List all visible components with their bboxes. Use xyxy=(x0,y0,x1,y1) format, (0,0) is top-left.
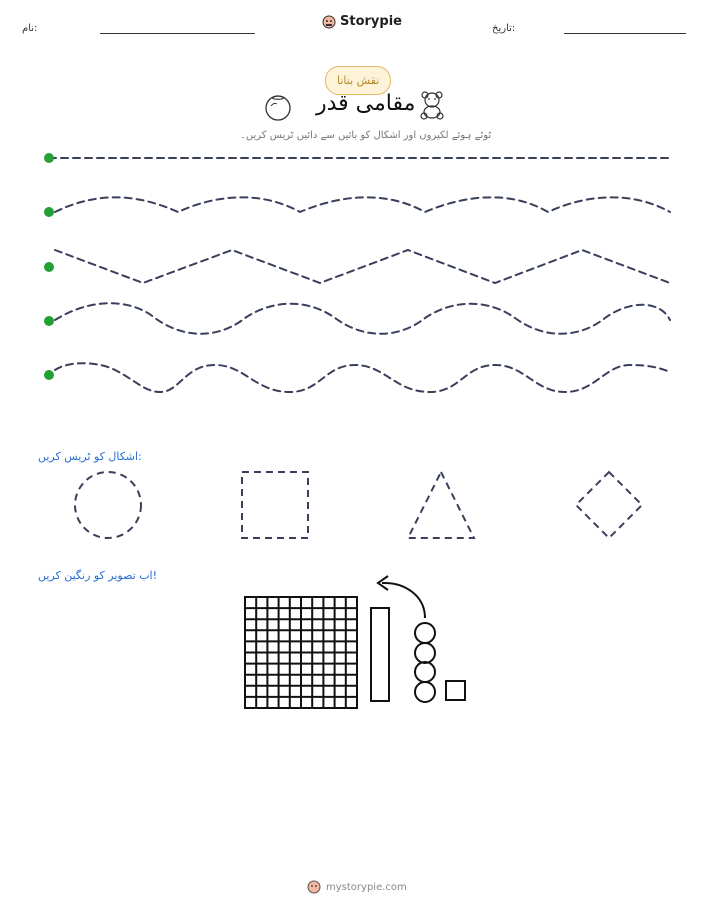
color-heading: اب تصویر کو رنگین کریں! xyxy=(38,569,158,582)
ones-circle-3 xyxy=(415,662,435,682)
page-title: مقامی قدر xyxy=(316,91,416,116)
ones-circle-4 xyxy=(415,682,435,702)
shapes-heading: اشکال کو ٹریس کریں: xyxy=(38,450,142,463)
instructions: ٹوٹے ہوئے لکیروں اور اشکال کو بائیں سے دائیں ٹریس کریں۔ xyxy=(240,130,492,141)
storypie-logo-icon xyxy=(307,880,321,894)
name-label: نام: xyxy=(22,23,38,34)
ones-circle-2 xyxy=(415,643,435,663)
ones-circle-1 xyxy=(415,623,435,643)
footer xyxy=(307,880,407,894)
brand-name: Storypie xyxy=(340,14,402,29)
ones-cube xyxy=(446,681,465,700)
footer-url[interactable]: mystorypie.com xyxy=(326,881,407,893)
category-badge: نقش بنانا xyxy=(325,66,391,95)
date-label: تاریخ: xyxy=(492,23,516,34)
tens-rod xyxy=(371,608,389,701)
